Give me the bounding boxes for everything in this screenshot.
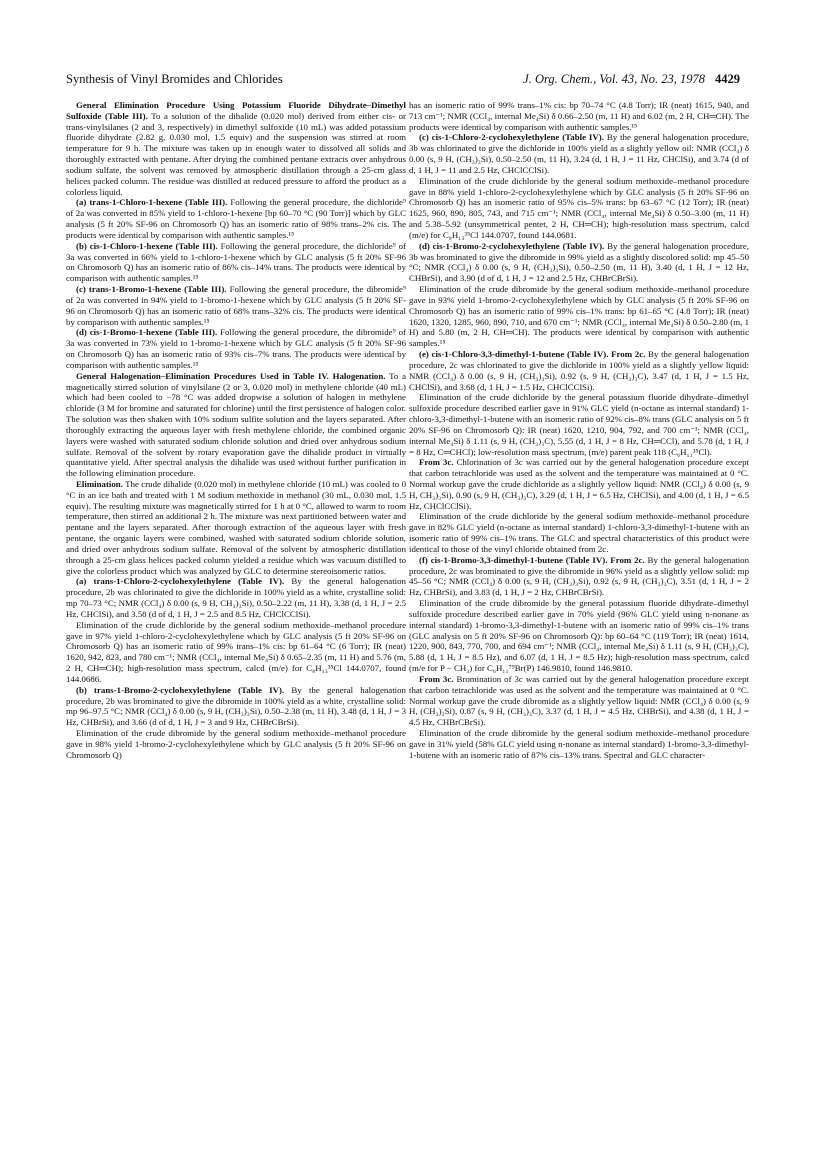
paragraph-heading: General Elimination Procedure Using Potassium Fluoride Dihydrate–Dimethyl Sulfoxide (Table III). <box>66 100 406 121</box>
paragraph <box>409 284 749 349</box>
paragraph-heading: (d) cis-1-Bromo-2-cyclohexylethylene (Table IV). <box>419 240 605 251</box>
paragraph <box>66 728 406 760</box>
paragraph-heading: (e) cis-1-Chloro-3,3-dimethyl-1-butene (Table IV). From 2c. <box>419 349 646 360</box>
paragraph-heading: (b) cis-1-Chloro-1-hexene (Table III). <box>76 240 218 251</box>
paragraph-heading: (f) cis-1-Bromo-3,3-dimethyl-1-butene (Table IV). From 2c. <box>419 554 645 565</box>
paragraph <box>66 197 406 240</box>
paragraph-text: To a solution of the dihalide (0.020 mol) derived from either cis- or trans-vinylsilanes (2 and 3, respectively) in dimethyl sulfoxide (10 mL) was added potassium fluoride dihydrate (2.82 g, 0.030 mol, 1.5 equiv) and the suspension was stirred at room temperature for 9 h. The mixture was taken up in enough water to dissolved all solids and thoroughly extracted with pentane. After drying the combined pentane extracts over anhydrous sodium sulfate, the solvent was removed by atmospheric distillation through a 25-cm glass helices packed column. The residue was distilled at reduced pressure to afford the product as a colorless liquid. <box>66 110 406 197</box>
paragraph-text: Elimination of the crude dibromide by the general sodium methoxide–methanol procedure gave in 93% yield 1-bromo-2-cyclohexylethylene which by GLC analysis (5 ft 20% SF-96 on Chromosorb Q) has an isomeric ratio of 99% cis–1% trans: bp 61–65 °C (4.8 Torr); IR (neat) 1620, 1320, 1285, 960, 890, 710, and 670 cm⁻¹; NMR (CCl₄, internal Me₄Si) δ 0.50–2.80 (m, 1 H) and 5.80 (m, 2 H, CH═CH). The products were identical by comparison with authentic samples.¹⁵ <box>409 284 749 349</box>
paragraph-text: Elimination of the crude dibromide by the general sodium methoxide–methanol procedure gave in 98% yield 1-bromo-2-cyclohexylethylene which by GLC analysis (5 ft 20% SF-96 on Chromosorb Q) <box>66 728 406 760</box>
paragraph <box>409 598 749 674</box>
paragraph-text: To a magnetically stirred solution of vinylsilane (2 or 3, 0.020 mol) in methylene chloride (40 mL) which had been cooled to −78 °C was added dropwise a solution of halogen in methylene chloride (3 M for bromine and saturated for chlorine) until the first persistence of halogen color. The solution was then shaken with 10% sodium sulfite solution and the layers separated. After thoroughly extracting the aqueous layer with fresh methylene chloride, the combined organic layers were washed with saturated sodium chloride solution and dried over anhydrous sodium sulfate. Removal of the solvent by rotary evaporation gave the dihalide product in virtually quantitative yield. After spectral analysis the dihalide was used without further purification in the following elimination procedure. <box>66 370 406 479</box>
paragraph <box>66 327 406 370</box>
paragraph-text: Elimination of the crude dibromide by the general potassium fluoride dihydrate–dimethyl sulfoxide procedure described earlier gave in 70% yield (96% GLC yield using n-nonane as internal standard) 1-bromo-3,3-dimethyl-1-butene with an isomeric ratio of 99% cis–1% trans (GLC analysis on 5 ft 20% SF-96 on Chromosorb Q): bp 60–64 °C (119 Torr); IR (neat) 1614, 1220, 900, 843, 770, 700, and 694 cm⁻¹; NMR (CCl₄, internal Me₄Si) δ 1.11 (s, 9 H, (CH₃)₃C), 5.88 (d, 1 H, J = 8.5 Hz), and 6.07 (d, 1 H, J = 8.5 Hz); high-resolution mass spectrum, calcd (m/e for P − CH₃) for C₆H₁₁⁷⁹Br(P) 146.9810, found 146.9810. <box>409 598 749 674</box>
paragraph <box>66 620 406 685</box>
paragraph-text: By the general halogenation procedure, 3b was chlorinated to give the dichloride in 100% yield as a slightly yellow oil: NMR (CCl₄) δ 0.00 (s, 9 H, (CH₃)₃Si), 0.50–2.50 (m, 11 H), 3.24 (d, 1 H, J = 11 Hz, CHClSi), and 3.74 (d of d, 1 H, J = 11 and 2.5 Hz, CHClCClSi). <box>409 132 749 175</box>
paragraph-text: By the general halogenation procedure, 3b was brominated to give the dibromide in 99% yield as a slightly discolored solid: mp 45–50 °C; NMR (CCl₄) δ 0.00 (s, 9 H, (CH₃)₃Si), 0.50–2.50 (m, 11 H), 3.40 (d, 1 H, J = 12 Hz, CHBrSi), and 3.90 (d of d, 1 H, J = 12 and 2.5 Hz, CHBrCBrSi). <box>409 240 749 284</box>
paragraph-text: Elimination of the crude dichloride by the general sodium methoxide–methanol procedure gave in 88% yield 1-chloro-2-cyclohexylethylene which by GLC analysis (5 ft 20% SF-96 on Chromosorb Q) has an isomeric ratio of 95% cis–5% trans: bp 63–67 °C (12 Torr); IR (neat) 1625, 960, 890, 805, 743, and 715 cm⁻¹; NMR (CCl₄, internal Me₄Si) δ 0.50–3.00 (m, 11 H) and 5.38–5.92 (unsymmetrical pentet, 2 H, CH═CH); high-resolution mass spectrum, calcd (m/e) for C₈H₁₃³⁵Cl 144.0707, found 144.0681. <box>409 175 749 240</box>
paragraph-heading: (b) trans-1-Bromo-2-cyclohexylethylene (Table IV). <box>76 684 285 695</box>
paragraph <box>66 100 406 197</box>
page-number: 4429 <box>715 72 740 86</box>
paragraph <box>66 241 406 284</box>
paragraph-text: The crude dihalide (0.020 mol) in methylene chloride (10 mL) was cooled to 0 °C in an ice bath and treated with 1 M sodium methoxide in methanol (30 mL, 0.030 mol, 1.5 equiv). The resulting mixture was magnetically stirred for 1 h at 0 °C, allowed to warm to room temperature, then stirred an additional 2 h. The mixture was next partitioned between water and pentane and the layers separated. After thorough extraction of the aqueous layer with fresh pentane, the organic layers were combined, washed with saturated sodium chloride solution, and dried over anhydrous sodium sulfate. Removal of the solvent by atmospheric distillation through a 25-cm glass helices packed column yielded a residue which was vacuum distilled to give the colorless product which was analyzed by GLC to determine stereoisomeric ratios. <box>66 478 406 576</box>
paragraph <box>66 284 406 327</box>
paragraph <box>409 555 749 598</box>
paragraph <box>409 728 749 760</box>
paragraph-text: Chlorination of 3c was carried out by the general halogenation procedure except that carbon tetrachloride was used as the solvent and the temperature was maintained at 0 °C. Normal workup gave the crude dichloride as a slightly yellow liquid: NMR (CCl₄) δ 0.00 (s, 9 H, CH₃)₃Si), 0.90 (s, 9 H, (CH₃)₃C), 3.29 (d, 1 H, J = 6.5 Hz, CHClSi), and 4.00 (d, 1 H, J = 6.5 Hz, CHClCClSi). <box>409 457 749 511</box>
paragraph-text: Following the general procedure, the dibromide⁹ of 2a was converted in 94% yield to 1-bromo-1-hexene which by GLC analysis (5 ft 20% SF-96 on Chromosorb Q) has an isomeric ratio of 68% trans–32% cis. The products were identical by comparison with authentic samples.¹⁵ <box>66 284 406 327</box>
paragraph <box>409 241 749 284</box>
paragraph-text: Following the general procedure, the dichloride⁹ of 3a was converted in 66% yield to 1-chloro-1-hexene which by GLC analysis (5 ft 20% SF-96 on Chromosorb Q) has an isomeric ratio of 86% cis–14% trans. The products were identical by comparison with authentic samples.¹⁵ <box>66 240 406 284</box>
paragraph-text: Following the general procedure, the dichloride⁹ of 2a was converted in 85% yield to 1-chloro-1-hexene [bp 60–70 °C (90 Torr)] which by GLC analysis (5 ft 20% SF-96 on Chromosorb Q) has an isomeric ratio of 98% trans–2% cis. The products were identical by comparison with authentic samples.¹⁵ <box>66 197 406 240</box>
paragraph-text: Following the general procedure, the dibromide⁹ of 3a was converted in 73% yield to 1-bromo-1-hexene which by GLC analysis (5 ft 20% SF-96 on Chromosorb Q) has an isomeric ratio of 93% cis–7% trans. The products were identical by comparison with authentic samples.¹⁵ <box>66 327 406 370</box>
paragraph-text: By the general halogenation procedure, 2b was chlorinated to give the dichloride in 100% yield as a white, crystalline solid: mp 70–73 °C; NMR (CCl₄) δ 0.00 (s, 9 H, CH₃)₃Si), 0.50–2.22 (m, 11 H), 3.38 (d, 1 H, J = 2.5 Hz, CHClSi), and 3.58 (d of d, 1 H, J = 2.5 and 8.5 Hz, CHClCClSi). <box>66 576 406 619</box>
running-title: Synthesis of Vinyl Bromides and Chlorides <box>66 72 283 86</box>
paragraph <box>409 349 749 392</box>
paragraph-heading: From 3c. <box>419 457 454 468</box>
journal-name: J. Org. Chem., Vol. 43, No. 23, 1978 <box>523 72 705 86</box>
paragraph-heading: From 3c. <box>419 673 454 684</box>
running-head <box>66 71 740 87</box>
left-column <box>66 100 406 1140</box>
paragraph-text: Elimination of the crude dibromide by the general sodium methoxide–methanol procedure gave in 31% yield (58% GLC yield using n-nonane as internal standard) 1-bromo-3,3-dimethyl-1-butene with an isomeric ratio of 87% cis–13% trans. Spectral and GLC character- <box>409 728 749 760</box>
paragraph-heading: (a) trans-1-Chloro-2-cyclohexylethylene (Table IV). <box>76 576 285 587</box>
paragraph-text: By the general halogenation procedure, 2b was brominated to give the dibromide in 100% yield as a white, crystalline solid: mp 96–97.5 °C; NMR (CCl₄) δ 0.00 (s, 9 H, (CH₃)₃Si), 0.50–2.38 (m, 11 H), 3.48 (d, 1 H, J = 3 Hz, CHBrSi), and 3.66 (d of d, 1 H, J = 3 and 9 Hz, CHBrCBrSi). <box>66 684 406 728</box>
paragraph-text: By the general halogenation procedure, 2c was brominated to give the dibromide in 96% yield as a slightly yellow solid: mp 45–56 °C; NMR (CCl₄) δ 0.00 (s, 9 H, (CH₃)₃Si), 0.92 (s, 9 H, (CH₃)₃C), 3.51 (d, 1 H, J = 2 Hz, CHBrSi), and 3.83 (d, 1 H, J = 2 Hz, CHBrCBrSi). <box>409 554 749 598</box>
paragraph-heading: (a) trans-1-Chloro-1-hexene (Table III). <box>76 197 228 208</box>
paragraph <box>66 576 406 619</box>
paragraph <box>409 100 749 132</box>
paragraph-text: Elimination of the crude dichloride by the general sodium methoxide–methanol procedure gave in 82% GLC yield (n-octane as internal standard) 1-chloro-3,3-dimethyl-1-butene with an isomeric ratio of 99% cis–1% trans. The GLC and spectral characteristics of this product were identical to those of the vinyl chloride obtained from 2c. <box>409 511 749 554</box>
paragraph <box>409 511 749 554</box>
paragraph-text: Elimination of the crude dichloride by the general sodium methoxide–methanol procedure gave in 97% yield 1-chloro-2-cyclohexylethylene which by GLC analysis (5 ft 20% SF-96 on Chromosorb Q) has an isomeric ratio of 99% trans–1% cis: bp 61–64 °C (6 Torr); IR (neat) 1620, 942, 823, and 780 cm⁻¹; NMR (CCl₄, internal Me₄Si) δ 0.65–2.35 (m, 11 H) and 5.76 (m, 2 H, CH═CH); high-resolution mass spectrum, calcd (m/e) for C₈H₁₃³⁵Cl 144.0707, found 144.0686. <box>66 619 406 684</box>
paragraph-heading: (c) cis-1-Chloro-2-cyclohexylethylene (Table IV). <box>419 132 604 143</box>
paragraph <box>409 176 749 241</box>
paragraph <box>409 132 749 175</box>
paragraph-heading: (c) trans-1-Bromo-1-hexene (Table III). <box>76 284 227 295</box>
paragraph-heading: (d) cis-1-Bromo-1-hexene (Table III). <box>76 327 218 338</box>
paragraph <box>66 479 406 576</box>
journal-citation <box>523 71 740 87</box>
paragraph-heading: General Halogenation–Elimination Procedures Used in Table IV. Halogenation. <box>76 370 386 381</box>
paragraph-text: Bromination of 3c was carried out by the general halogenation procedure except that carbon tetrachloride was used as the solvent and the temperature was maintained at 0 °C. Normal workup gave the crude dibromide as a slightly yellow liquid: NMR (CCl₄) δ 0.00 (s, 9 H, (CH₃)₃Si), 0.87 (s, 9 H, (CH₃)₃C), 3.37 (d, 1 H, J = 4.5 Hz, CHBrSi), and 4.38 (d, 1 H, J = 4.5 Hz, CHBrCBrSi). <box>409 673 749 728</box>
paragraph-heading: Elimination. <box>76 478 123 489</box>
paragraph <box>409 457 749 511</box>
paragraph <box>409 674 749 728</box>
paragraph <box>66 685 406 728</box>
paragraph-text: has an isomeric ratio of 99% trans–1% cis: bp 70–74 °C (4.8 Torr); IR (neat) 1615, 940, and 713 cm⁻¹; NMR (CCl₄, internal Me₄Si) δ 0.66–2.50 (m, 11 H) and 6.02 (m, 2 H, CH═CH). The products were identical by comparison with authentic samples.¹⁵ <box>409 100 749 132</box>
paragraph <box>66 371 406 479</box>
right-column <box>409 100 749 1140</box>
paragraph <box>409 392 749 457</box>
paragraph-text: Elimination of the crude dichloride by the general potassium fluoride dihydrate–dimethyl sulfoxide procedure described earlier gave in 91% GLC yield (n-octane as internal standard) 1-chloro-3,3-dimethyl-1-butene with an isomeric ratio of 92% cis–8% trans (GLC analysis on 5 ft 20% SF-96 on Chromosorb Q): IR (neat) 1620, 1210, 904, 792, and 700 cm⁻¹; NMR (CCl₄, internal Me₄Si) δ 1.11 (s, 9 H, (CH₃)₃C), 5.55 (d, 1 H, J = 8 Hz, CH═CCl), and 5.78 (d, 1 H, J = 8 Hz, C═CHCl); low-resolution mass spectrum, (m/e) parent peak 118 (C₆H₁₁³⁵Cl). <box>409 392 749 457</box>
paragraph-text: By the general halogenation procedure, 2c was chlorinated to give the dichloride in 100% yield as a slightly yellow liquid: NMR (CCl₄) δ 0.00 (s, 9 H, (CH₃)₃Si), 0.92 (s, 9 H, (CH₃)₃C), 3.47 (d, 1 H, J = 1.5 Hz, CHClSi), and 3.68 (d, 1 H, J = 1.5 Hz, CHClCClSi). <box>409 349 749 392</box>
